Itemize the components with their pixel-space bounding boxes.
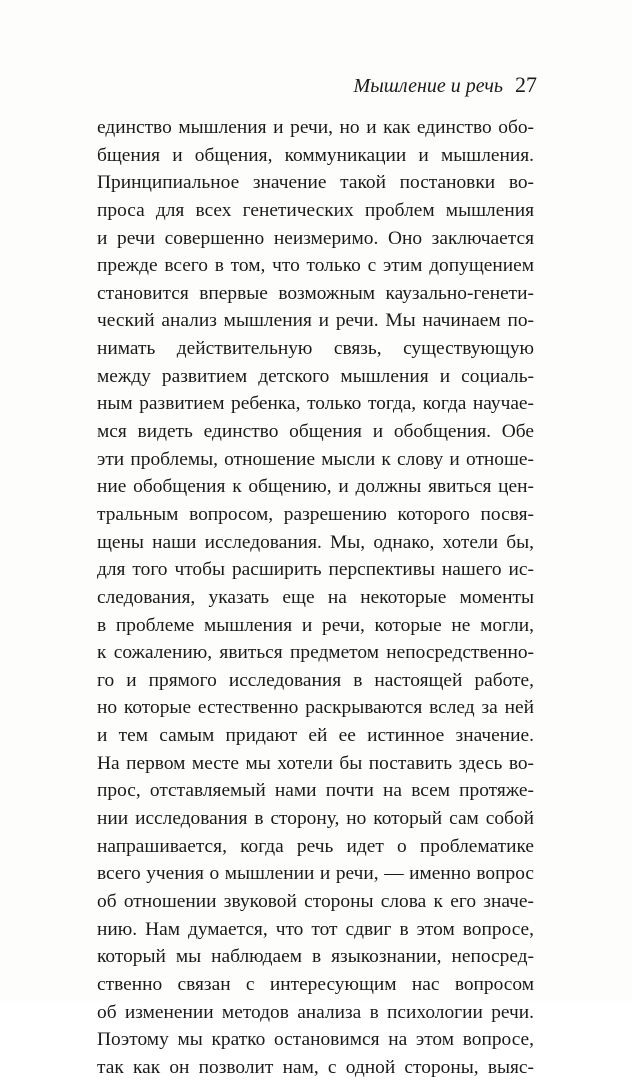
text-line: бщения и общения, коммуникации и мышления. — [97, 144, 534, 166]
text-line: об отношении звуковой стороны слова к его значе- — [97, 890, 534, 912]
chapter-title: Мышление и речь — [353, 75, 503, 97]
text-line: к сожалению, явиться предметом непосредственно- — [97, 642, 534, 664]
text-line: и речи совершенно неизмеримо. Оно заключается — [97, 227, 534, 249]
text-line: становится впервые возможным каузально-генети- — [97, 282, 534, 304]
text-line: эти проблемы, отношение мысли к слову и отноше- — [97, 448, 534, 470]
text-line: для того чтобы расширить перспективы нашего ис- — [97, 559, 534, 581]
text-line: но которые естественно раскрываются вслед за ней — [97, 697, 534, 719]
text-line: нию. Нам думается, что тот сдвиг в этом вопросе, — [97, 918, 534, 940]
text-line: ственно связан с интересующим нас вопросом — [97, 973, 534, 995]
text-line: нимать действительную связь, существующую — [97, 338, 534, 360]
text-line: нии исследования в сторону, но который сам собой — [97, 808, 534, 830]
text-line: Принципиальное значение такой постановки во- — [97, 172, 534, 194]
text-line: ние обобщения к общению, и должны явиться цен- — [97, 476, 534, 498]
page-number: 27 — [515, 72, 537, 97]
text-line: напрашивается, когда речь идет о проблематике — [97, 835, 534, 857]
text-line: всего учения о мышлении и речи, — именно вопрос — [97, 863, 534, 885]
text-line: Поэтому мы кратко остановимся на этом вопросе, — [97, 1029, 534, 1051]
text-line: го и прямого исследования в настоящей работе, — [97, 669, 534, 691]
text-line: между развитием детского мышления и социаль- — [97, 365, 534, 387]
text-line: прежде всего в том, что только с этим допущением — [97, 255, 534, 277]
text-line: тральным вопросом, разрешению которого посвя- — [97, 503, 534, 525]
text-line: следования, указать еще на некоторые моменты — [97, 586, 534, 608]
text-line: мся видеть единство общения и обобщения. Обе — [97, 421, 534, 443]
text-line: так как он позволит нам, с одной стороны, выяс- — [97, 1056, 534, 1078]
running-header — [354, 72, 537, 99]
text-line: в проблеме мышления и речи, которые не могли, — [97, 614, 534, 636]
text-line: проса для всех генетических проблем мышления — [97, 199, 534, 221]
text-line: прос, отставляемый нами почти на всем протяже- — [97, 780, 534, 802]
text-line: единство мышления и речи, но и как единство обо- — [97, 117, 534, 138]
text-line: об изменении методов анализа в психологии речи. — [97, 1001, 534, 1023]
text-line: ным развитием ребенка, только тогда, когда научае- — [97, 393, 534, 415]
text-line: щены наши исследования. Мы, однако, хотели бы, — [97, 531, 534, 553]
text-line: ческий анализ мышления и речи. Мы начинаем по- — [97, 310, 534, 332]
body-text — [97, 114, 534, 1081]
text-line: который мы наблюдаем в языкознании, непосред- — [97, 946, 534, 968]
text-line: и тем самым придают ей ее истинное значение. — [97, 725, 534, 747]
text-line: На первом месте мы хотели бы поставить здесь во- — [97, 752, 534, 774]
